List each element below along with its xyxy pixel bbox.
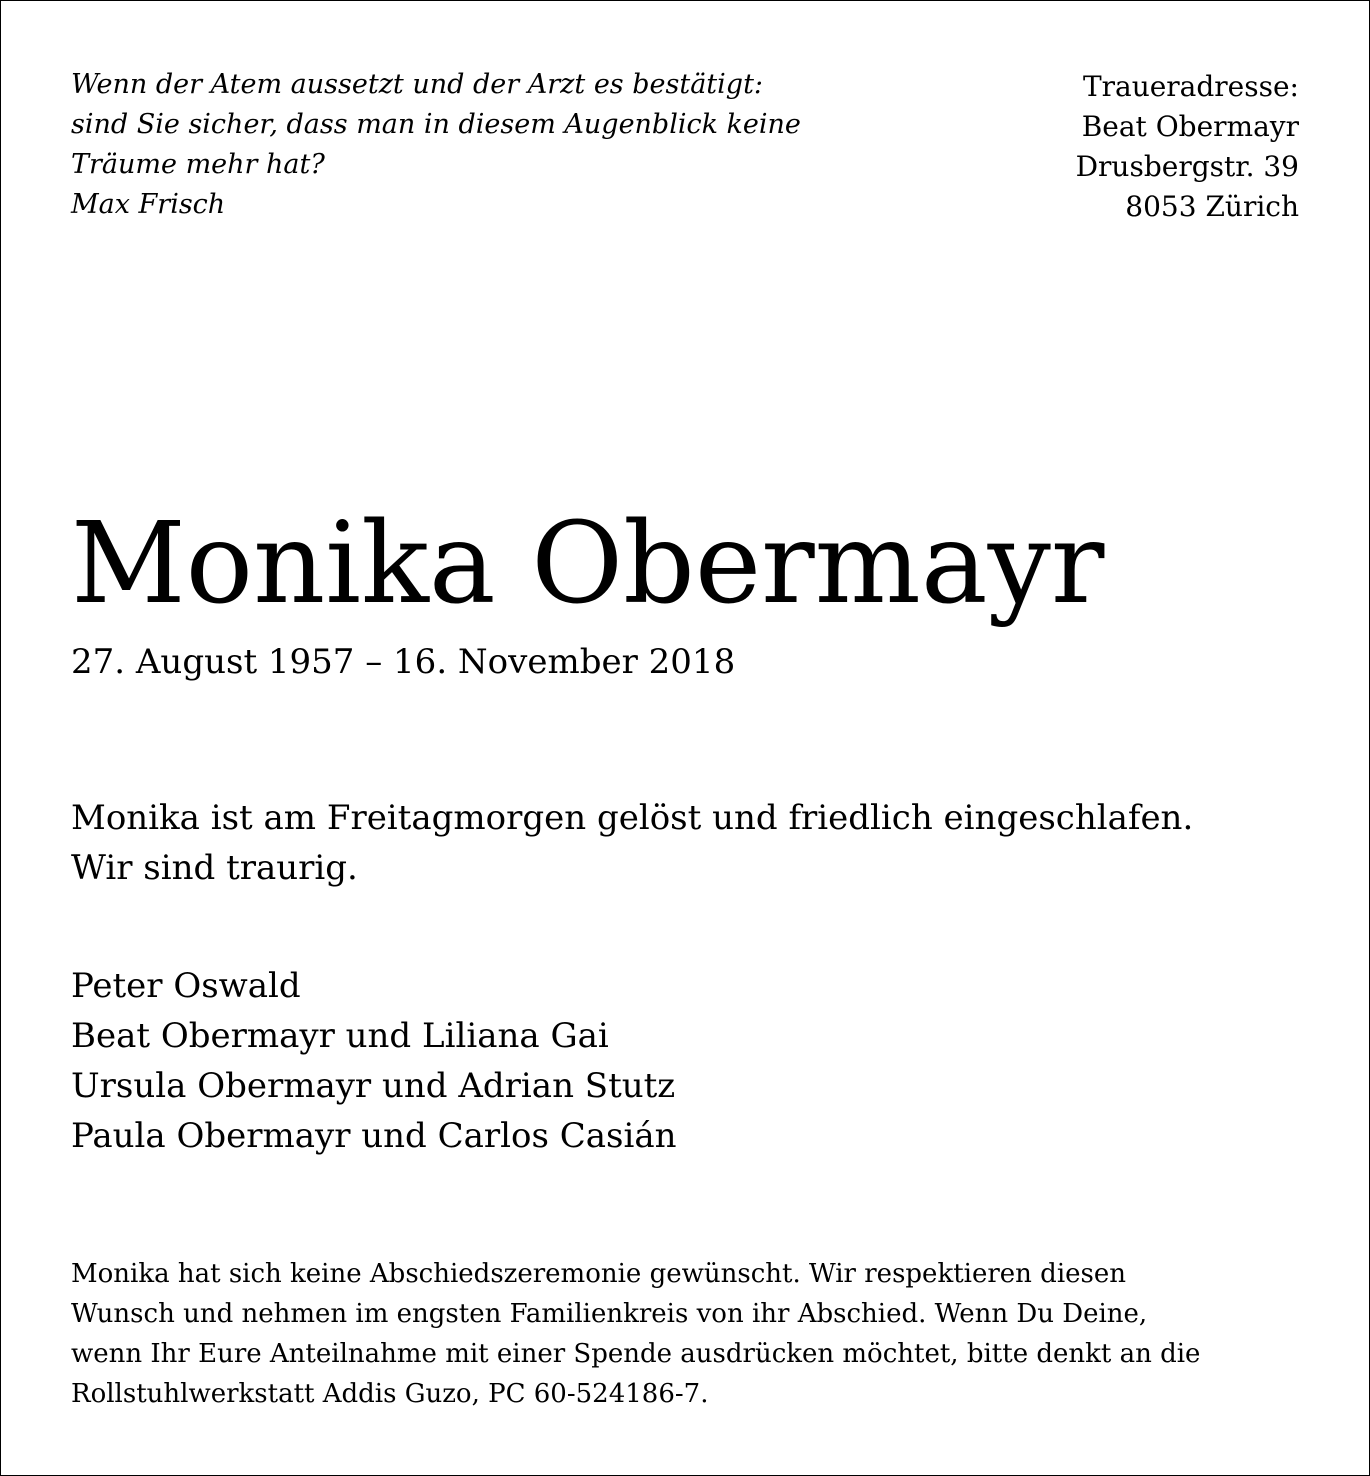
- notice-line: Rollstuhlwerkstatt Addis Guzo, PC 60-524186-7.: [71, 1379, 709, 1409]
- mourner-entry: Ursula Obermayr und Adrian Stutz: [71, 1066, 676, 1106]
- mourner-entry: Beat Obermayr und Liliana Gai: [71, 1016, 609, 1056]
- epigraph-quote: [71, 65, 831, 225]
- quote-line: Wenn der Atem aussetzt und der Arzt es bestätigt:: [71, 69, 764, 100]
- quote-line: sind Sie sicher, dass man in diesem Augenblick keine: [71, 109, 801, 140]
- notice-line: Wunsch und nehmen im engsten Familienkreis von ihr Abschied. Wenn Du Deine,: [71, 1299, 1148, 1329]
- life-dates: 27. August 1957 – 16. November 2018: [71, 642, 736, 682]
- address-name: Beat Obermayr: [1081, 110, 1299, 143]
- announcement-message: [71, 793, 1193, 893]
- donation-notice: [71, 1254, 1200, 1414]
- quote-author: Max Frisch: [71, 189, 226, 220]
- mourner-entry: Peter Oswald: [71, 966, 301, 1006]
- deceased-name: Monika Obermayr: [71, 499, 1105, 629]
- address-city: 8053 Zürich: [1125, 190, 1299, 223]
- mourning-address: [1076, 67, 1299, 227]
- message-line: Wir sind traurig.: [71, 848, 358, 888]
- notice-line: wenn Ihr Eure Anteilnahme mit einer Spende ausdrücken möchtet, bitte denkt an die: [71, 1339, 1201, 1369]
- quote-line: Träume mehr hat?: [71, 149, 325, 180]
- address-label: Traueradresse:: [1082, 70, 1299, 103]
- mourners-list: [71, 961, 677, 1161]
- message-line: Monika ist am Freitagmorgen gelöst und friedlich eingeschlafen.: [71, 798, 1194, 838]
- mourner-entry: Paula Obermayr und Carlos Casián: [71, 1116, 677, 1156]
- address-street: Drusbergstr. 39: [1075, 150, 1299, 183]
- notice-line: Monika hat sich keine Abschiedszeremonie gewünscht. Wir respektieren diesen: [71, 1259, 1126, 1289]
